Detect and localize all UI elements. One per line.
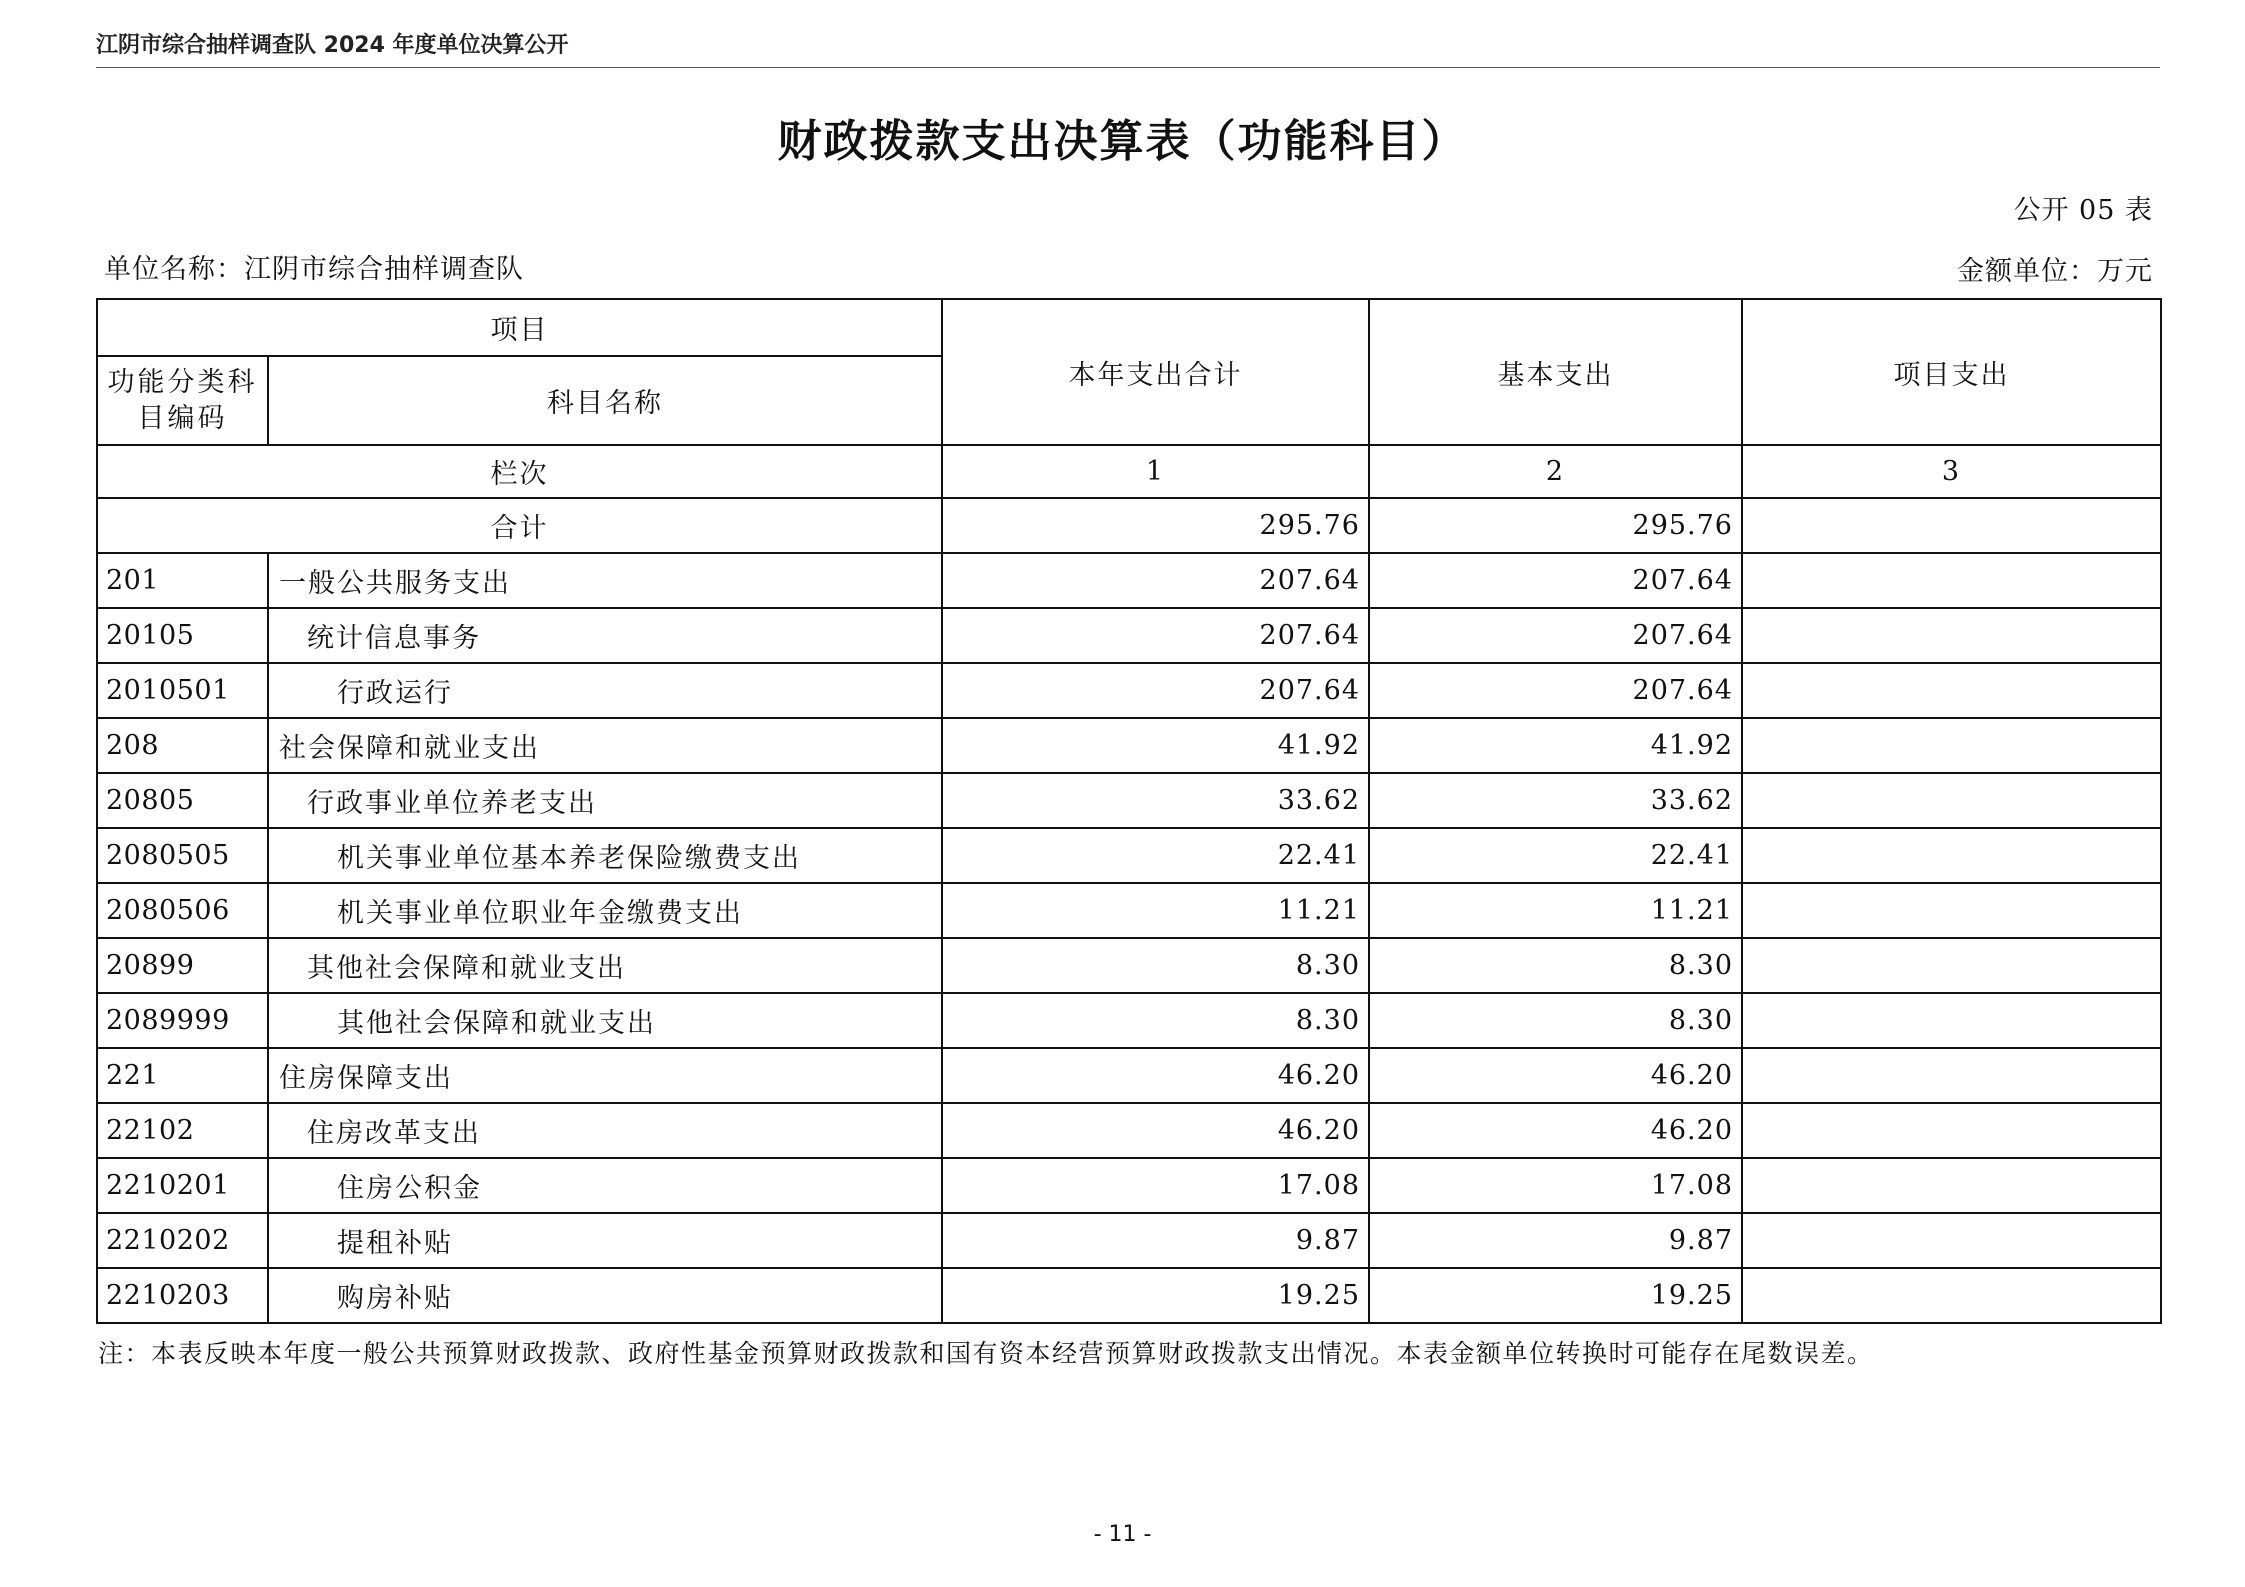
row-name-cell xyxy=(268,938,942,993)
row-name: 其他社会保障和就业支出 xyxy=(307,953,626,984)
row-project-amount xyxy=(1742,938,2161,993)
row-name: 住房公积金 xyxy=(337,1173,482,1204)
row-total-amount: 8.30 xyxy=(942,938,1369,993)
page-number: - 11 - xyxy=(1093,1522,1152,1547)
row-basic-amount: 8.30 xyxy=(1369,993,1742,1048)
row-name-cell xyxy=(268,883,942,938)
table-row xyxy=(97,553,2161,608)
row-name-cell xyxy=(268,608,942,663)
row-name: 住房改革支出 xyxy=(307,1118,481,1149)
total-project xyxy=(1742,498,2161,553)
row-basic-amount: 22.41 xyxy=(1369,828,1742,883)
row-name: 一般公共服务支出 xyxy=(279,568,511,599)
row-project-amount xyxy=(1742,1158,2161,1213)
row-name-cell xyxy=(268,828,942,883)
row-total-amount: 207.64 xyxy=(942,553,1369,608)
table-row xyxy=(97,773,2161,828)
row-name-cell xyxy=(268,553,942,608)
row-basic-amount: 207.64 xyxy=(1369,553,1742,608)
row-code: 201 xyxy=(97,553,268,608)
row-basic-amount: 46.20 xyxy=(1369,1103,1742,1158)
row-project-amount xyxy=(1742,718,2161,773)
table-row xyxy=(97,828,2161,883)
row-total-amount: 46.20 xyxy=(942,1048,1369,1103)
row-basic-amount: 11.21 xyxy=(1369,883,1742,938)
total-label: 合计 xyxy=(97,498,942,553)
table-row xyxy=(97,1048,2161,1103)
row-total-amount: 207.64 xyxy=(942,608,1369,663)
row-total-amount: 207.64 xyxy=(942,663,1369,718)
row-project-amount xyxy=(1742,993,2161,1048)
row-project-amount xyxy=(1742,883,2161,938)
row-code: 22102 xyxy=(97,1103,268,1158)
row-code: 20899 xyxy=(97,938,268,993)
row-name-cell xyxy=(268,1103,942,1158)
table-row xyxy=(97,718,2161,773)
column-index-2: 2 xyxy=(1369,445,1742,498)
row-basic-amount: 207.64 xyxy=(1369,608,1742,663)
row-name-cell xyxy=(268,1048,942,1103)
row-project-amount xyxy=(1742,773,2161,828)
row-name-cell xyxy=(268,773,942,828)
row-name: 社会保障和就业支出 xyxy=(279,733,540,764)
row-project-amount xyxy=(1742,1268,2161,1323)
row-name-cell xyxy=(268,1158,942,1213)
row-total-amount: 19.25 xyxy=(942,1268,1369,1323)
row-basic-amount: 17.08 xyxy=(1369,1158,1742,1213)
row-total-amount: 17.08 xyxy=(942,1158,1369,1213)
table-row xyxy=(97,1158,2161,1213)
row-total-amount: 9.87 xyxy=(942,1213,1369,1268)
row-name: 其他社会保障和就业支出 xyxy=(337,1008,656,1039)
form-code: 公开 05 表 xyxy=(2013,195,2153,226)
header-total-expenditure: 本年支出合计 xyxy=(942,299,1369,445)
running-header: 江阴市综合抽样调查队 2024 年度单位决算公开 xyxy=(96,33,569,58)
header-project-expenditure: 项目支出 xyxy=(1742,299,2161,445)
table-row xyxy=(97,663,2161,718)
row-name: 机关事业单位基本养老保险缴费支出 xyxy=(337,843,801,874)
row-name: 购房补贴 xyxy=(337,1283,453,1314)
row-code: 2080505 xyxy=(97,828,268,883)
row-basic-amount: 9.87 xyxy=(1369,1213,1742,1268)
row-total-amount: 8.30 xyxy=(942,993,1369,1048)
total-amount: 295.76 xyxy=(942,498,1369,553)
row-name: 住房保障支出 xyxy=(279,1063,453,1094)
row-project-amount xyxy=(1742,1048,2161,1103)
row-project-amount xyxy=(1742,828,2161,883)
row-basic-amount: 33.62 xyxy=(1369,773,1742,828)
expenditure-table xyxy=(96,298,2162,1324)
row-total-amount: 41.92 xyxy=(942,718,1369,773)
row-code: 2210202 xyxy=(97,1213,268,1268)
row-basic-amount: 19.25 xyxy=(1369,1268,1742,1323)
row-code: 208 xyxy=(97,718,268,773)
footnote: 注：本表反映本年度一般公共预算财政拨款、政府性基金预算财政拨款和国有资本经营预算财政拨款支出情况。本表金额单位转换时可能存在尾数误差。 xyxy=(98,1339,1874,1368)
table-row xyxy=(97,938,2161,993)
row-total-amount: 46.20 xyxy=(942,1103,1369,1158)
header-function-code: 功能分类科目编码 xyxy=(97,356,268,445)
row-project-amount xyxy=(1742,1213,2161,1268)
row-basic-amount: 41.92 xyxy=(1369,718,1742,773)
row-name: 行政事业单位养老支出 xyxy=(307,788,597,819)
row-name-cell xyxy=(268,663,942,718)
table-row xyxy=(97,608,2161,663)
column-index-3: 3 xyxy=(1742,445,2161,498)
row-name: 提租补贴 xyxy=(337,1228,453,1259)
row-code: 2210203 xyxy=(97,1268,268,1323)
row-basic-amount: 8.30 xyxy=(1369,938,1742,993)
row-code: 2080506 xyxy=(97,883,268,938)
header-item: 项目 xyxy=(97,299,942,356)
row-code: 20105 xyxy=(97,608,268,663)
table-row xyxy=(97,1103,2161,1158)
unit-name: 单位名称：江阴市综合抽样调查队 xyxy=(104,254,524,285)
row-code: 2010501 xyxy=(97,663,268,718)
row-name-cell xyxy=(268,993,942,1048)
page-title: 财政拨款支出决算表（功能科目） xyxy=(777,116,1468,167)
row-code: 2210201 xyxy=(97,1158,268,1213)
row-project-amount xyxy=(1742,1103,2161,1158)
table-row xyxy=(97,1268,2161,1323)
row-project-amount xyxy=(1742,553,2161,608)
row-name-cell xyxy=(268,718,942,773)
table-row xyxy=(97,883,2161,938)
row-total-amount: 22.41 xyxy=(942,828,1369,883)
column-index-1: 1 xyxy=(942,445,1369,498)
row-total-amount: 11.21 xyxy=(942,883,1369,938)
row-code: 2089999 xyxy=(97,993,268,1048)
header-subject-name: 科目名称 xyxy=(268,356,942,445)
header-basic-expenditure: 基本支出 xyxy=(1369,299,1742,445)
row-name-cell xyxy=(268,1213,942,1268)
row-name-cell xyxy=(268,1268,942,1323)
table-row xyxy=(97,993,2161,1048)
row-basic-amount: 207.64 xyxy=(1369,663,1742,718)
row-total-amount: 33.62 xyxy=(942,773,1369,828)
header-rule xyxy=(96,67,2160,68)
row-name: 统计信息事务 xyxy=(307,623,481,654)
table-row xyxy=(97,1213,2161,1268)
row-name: 机关事业单位职业年金缴费支出 xyxy=(337,898,743,929)
row-code: 221 xyxy=(97,1048,268,1103)
row-project-amount xyxy=(1742,608,2161,663)
column-index-label: 栏次 xyxy=(97,445,942,498)
row-name: 行政运行 xyxy=(337,678,453,709)
amount-unit: 金额单位：万元 xyxy=(1957,256,2153,287)
row-project-amount xyxy=(1742,663,2161,718)
row-basic-amount: 46.20 xyxy=(1369,1048,1742,1103)
row-code: 20805 xyxy=(97,773,268,828)
total-basic: 295.76 xyxy=(1369,498,1742,553)
